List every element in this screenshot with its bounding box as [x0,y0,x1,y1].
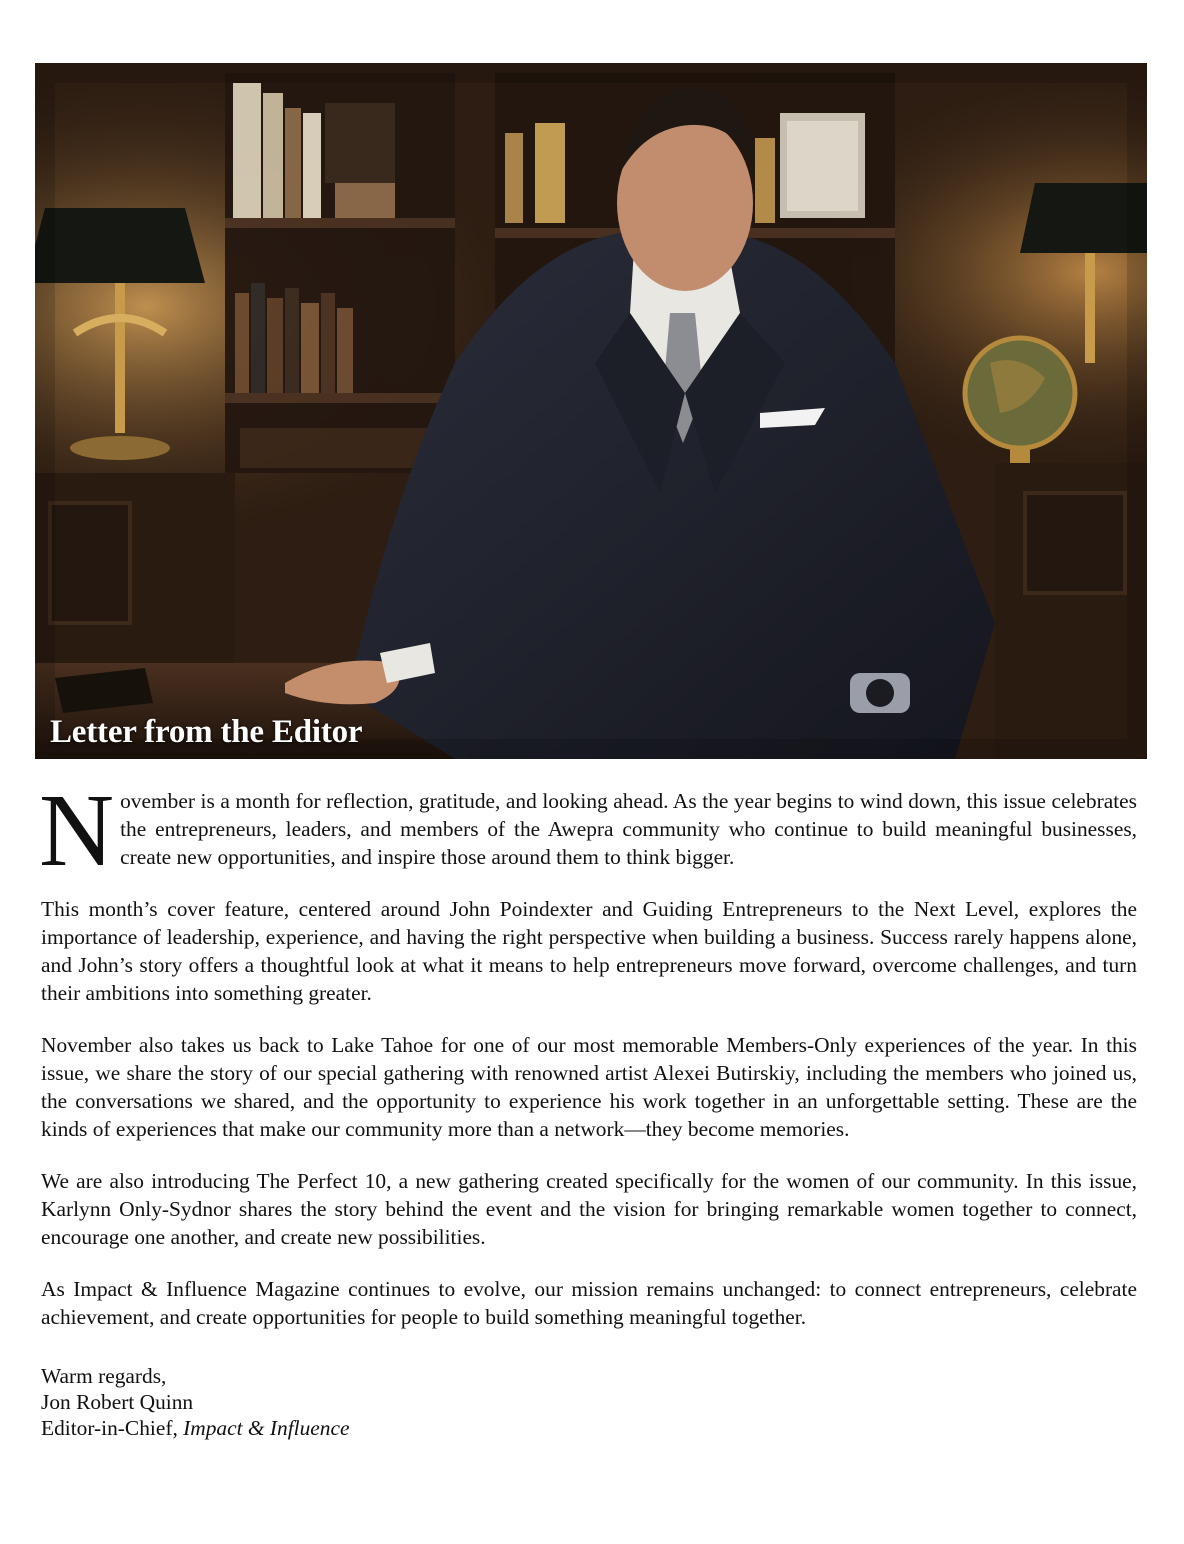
signoff [41,1363,1137,1441]
drop-cap: N [39,773,115,888]
page-title: Letter from the Editor [50,714,363,750]
paragraph-3: November also takes us back to Lake Tahoe for one of our most memorable Members-Only experiences of the year. In this issue, we share the story of our special gathering with renowned artist Alexei Butirskiy, including the members who joined us, the conversations we shared, and the opportunity to experience his work together in an unforgettable setting. These are the kinds of experiences that make our community more than a network—they become memories. [41,1033,1137,1141]
paragraph-1-text: ovember is a month for reflection, gratitude, and looking ahead. As the year begins to wind down, this issue celebrates the entrepreneurs, leaders, and members of the Awepra community who continue to build meaningful businesses, create new opportunities, and inspire those around them to think bigger. [120,789,1137,869]
editor-portrait-illustration [35,63,1147,759]
publication-name: Impact & Influence [183,1416,350,1440]
paragraph-4: We are also introducing The Perfect 10, a new gathering created specifically for the women of our community. In this issue, Karlynn Only-Sydnor shares the story behind the event and the vision for bringing remarkable women together to connect, encourage one another, and create new possibilities. [41,1169,1137,1249]
paragraph-5: As Impact & Influence Magazine continues to evolve, our mission remains unchanged: to connect entrepreneurs, celebrate achievement, and create opportunities for people to build something meaningful together. [41,1277,1137,1329]
signoff-title [41,1415,1137,1441]
signoff-name: Jon Robert Quinn [41,1390,194,1414]
hero-image [35,63,1147,759]
signoff-title-prefix: Editor-in-Chief, [41,1416,184,1440]
paragraph-2: This month’s cover feature, centered around John Poindexter and Guiding Entrepreneurs to the Next Level, explores the importance of leadership, experience, and having the right perspective when building a business. Success rarely happens alone, and John’s story offers a thoughtful look at what it means to help entrepreneurs move forward, overcome challenges, and turn their ambitions into something greater. [41,897,1137,1005]
paragraph-1 [39,773,1137,888]
bookshelf-left [225,73,455,473]
signoff-closing: Warm regards, [41,1364,167,1388]
letter-body [39,773,1137,1441]
